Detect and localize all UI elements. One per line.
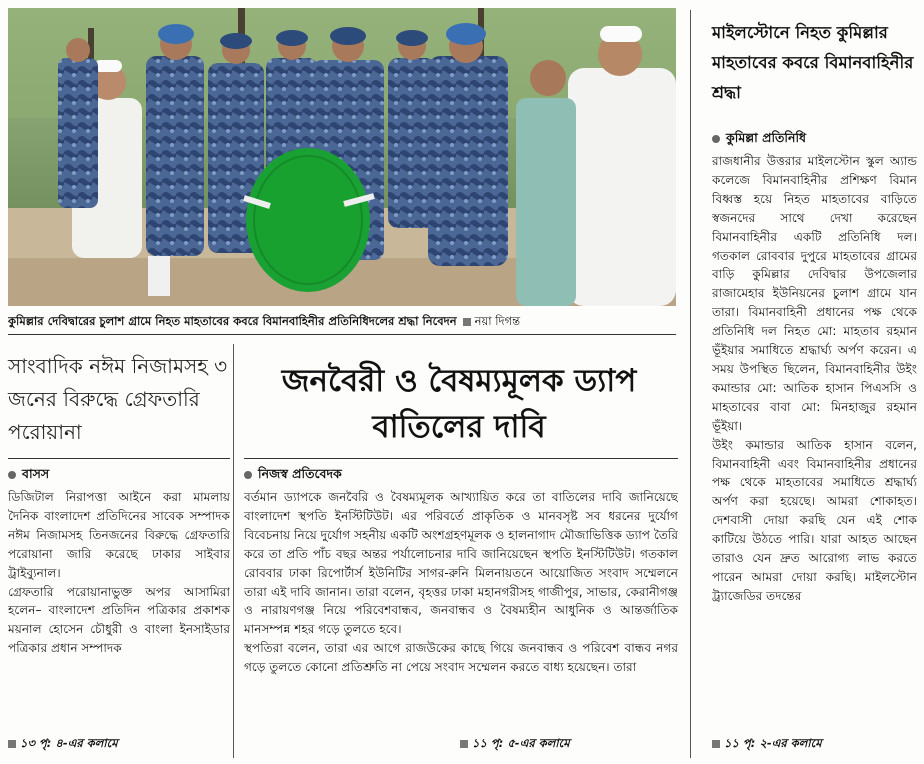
headline-left-divider: [8, 458, 230, 459]
body-right: রাজধানীর উত্তরার মাইলস্টোন স্কুল অ্যান্ড কলেজে বিমানবাহিনীর প্রশিক্ষণ বিমান বিধ্বস্ত হয়ে নিহত মাহতাবের বাড়িতে স্বজনদের সাথে দেখা করেছেন বিমানবাহিনীর একটি প্রতিনিধি দল। গতকাল রোববার দুপুরে মাহতাবের গ্রামের বাড়ি কুমিল্লার দেবিদ্বার উপজেলার রাজামেহার ইউনিয়নের চুলাশ গ্রামে যান তারা। বিমানবাহিনী প্রধানের পক্ষ থেকে প্রতিনিধি দল নিহত মো: মাহতাব রহমান ভূঁইয়ার সমাধিতে শ্রদ্ধার্ঘ্য অর্পণ করেন। এ সময় উপস্থিত ছিলেন, বিমানবাহিনীর উইং কমান্ডার মো: আতিক হাসান পিএসসি ও মাহতাবের বাবা মো: মিনহাজুর রহমান ভূঁইয়া। উইং কমান্ডার আতিক হাসান বলেন, বিমানবাহিনী এবং বিমানবাহিনীর প্রধানের পক্ষ থেকে মাহতাবের সমাধিতে শ্রদ্ধার্ঘ্য অর্পণ করা হয়েছে। আমরা শোকাহত। দেশবাসী দোয়া করছি যেন এই শোক কাটিয়ে উঠতে পারি। যারা আহত আছেন তারাও যেন দ্রুত আরোগ্য লাভ করতে পারেন আমরা দোয়া করছি। মাইলস্টোন ট্র্যাজেডির তদন্তের: [712, 154, 917, 603]
bullet-icon: [712, 135, 720, 143]
continued-center: [460, 735, 570, 754]
byline-right: [712, 130, 806, 146]
square-bullet-icon: [460, 740, 468, 748]
body-center: বর্তমান ড্যাপকে জনবৈরি ও বৈষম্যমূলক আখ্যায়িত করে তা বাতিলের দাবি জানিয়েছে বাংলাদেশ স্থপতি ইনস্টিটিউট। এর পরিবর্তে প্রাকৃতিক ও মানবসৃষ্ট সব ধরনের দুর্যোগ বিবেচনায় নিয়ে দুর্যোগ সহনীয় একটি অংশগ্রহণমূলক ও হালনাগাদ মৌজাভিত্তিক ড্যাপ তৈরি করে তা প্রতি পাঁচ বছর অন্তর পর্যালোচনার দাবি জানিয়েছেন স্থপতি ইনস্টিটিউট। গতকাল রোববার ঢাকা রিপোর্টার্স ইউনিটির সাগর-রুনি মিলনায়তনে আয়োজিত সংবাদ সম্মেলনে তারা এই দাবি জানান। তারা বলেন, বৃহত্তর ঢাকা মহানগরীসহ গাজীপুর, সাভার, কেরানীগঞ্জ ও নারায়ণগঞ্জ নিয়ে পরিবেশবান্ধব, জনবান্ধব ও বৈষম্যহীন আধুনিক ও আন্তর্জাতিক মানসম্পন্ন শহর গড়ে তুলতে হবে। স্থপতিরা বলেন, তারা এর আগে রাজউকের কাছে গিয়ে জনবান্ধব ও পরিবেশ বান্ধব নগর গড়ে তুলতে কোনো প্রতিশ্রুতি না পেয়ে সংবাদ সম্মেলন করতে বাধ্য হয়েছেন। তারা: [244, 490, 678, 675]
caption-text: কুমিল্লার দেবিদ্বারের চুলাশ গ্রামে নিহত মাহতাবের কবরে বিমানবাহিনীর প্রতিনিধিদলের শ্রদ্ধা নিবেদন: [8, 314, 457, 328]
byline-left: [8, 466, 49, 482]
byline-center-text: নিজস্ব প্রতিবেদক: [258, 466, 342, 481]
photo-caption: [8, 312, 676, 330]
bullet-icon: [244, 471, 252, 479]
column-divider-left: [233, 344, 234, 758]
photo-credit: নয়া দিগন্ত: [474, 314, 521, 328]
continued-center-text: ১১ পৃ: ৫-এর কলামে: [472, 736, 570, 750]
continued-left: [8, 735, 118, 754]
body-left: ডিজিটাল নিরাপত্তা আইনে করা মামলায় দৈনিক বাংলাদেশ প্রতিদিনের সাবেক সম্পাদক নঈম নিজামসহ তিনজনের বিরুদ্ধে গ্রেফতারি পরোয়ানা জারি করেছে ঢাকার সাইবার ট্রাইব্যুনাল। গ্রেফতারি পরোয়ানাভুক্ত অপর আসামিরা হলেন– বাংলাদেশ প্রতিদিন পত্রিকার প্রকাশক ময়নাল হোসেন চৌধুরী ও বাংলা ইনসাইডার পত্রিকার প্রধান সম্পাদক: [8, 490, 230, 656]
byline-right-text: কুমিল্লা প্রতিনিধি: [726, 130, 807, 145]
byline-left-text: বাসস: [22, 466, 50, 481]
byline-center: [244, 466, 342, 482]
photo-illustration: [8, 8, 676, 306]
continued-right-text: ১১ পৃ: ২-এর কলামে: [724, 736, 822, 750]
square-bullet-icon: [463, 318, 471, 326]
headline-center: জনবৈরী ও বৈষম্যমূলক ড্যাপ বাতিলের দাবি: [281, 363, 637, 445]
column-divider-right: [690, 10, 691, 758]
continued-right: [712, 735, 822, 754]
headline-center-divider: [244, 458, 678, 459]
caption-divider: [8, 334, 676, 335]
square-bullet-icon: [8, 740, 16, 748]
square-bullet-icon: [712, 740, 720, 748]
headline-left: সাংবাদিক নঈম নিজামসহ ৩ জনের বিরুদ্ধে গ্রেফতারি পরোয়ানা: [8, 354, 228, 444]
news-photo: [8, 8, 676, 306]
bullet-icon: [8, 471, 16, 479]
continued-left-text: ১৩ পৃ: ৪-এর কলামে: [20, 736, 118, 750]
headline-right: মাইলস্টোনে নিহত কুমিল্লার মাহতাবের কবরে বিমানবাহিনীর শ্রদ্ধা: [712, 23, 914, 102]
